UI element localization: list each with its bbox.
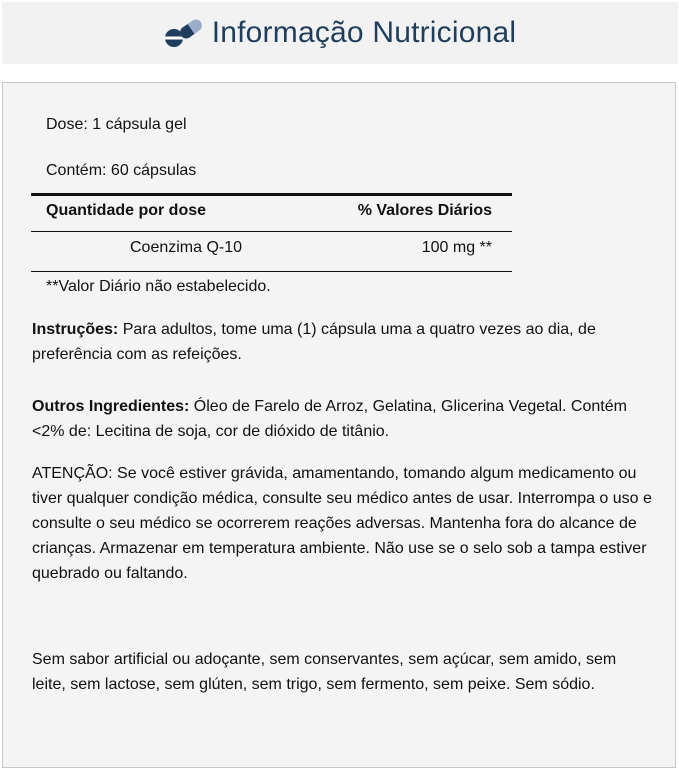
table-top-rule (31, 193, 512, 196)
daily-value-footnote: **Valor Diário não estabelecido. (46, 278, 271, 295)
table-row-ingredient-name: Coenzima Q-10 (130, 239, 243, 256)
instructions-text: Para adultos, tome uma (1) cápsula uma a quatro vezes ao dia, de preferência com as refeições. (32, 321, 596, 363)
table-bottom-rule (31, 271, 512, 272)
page-title: Informação Nutricional (211, 16, 517, 49)
table-row-ingredient-amount: 100 mg ** (421, 239, 492, 256)
other-ingredients-label: Outros Ingredientes: (32, 398, 190, 415)
table-header-daily-value: % Valores Diários (357, 202, 492, 219)
other-ingredients-paragraph (32, 394, 652, 444)
nutrition-panel (2, 82, 676, 768)
page-header (2, 2, 678, 64)
dose-text: Dose: 1 cápsula gel (46, 116, 187, 133)
other-ingredients-text: Óleo de Farelo de Arroz, Gelatina, Glicerina Vegetal. Contém <2% de: Lecitina de soja, cor de dióxido de titânio. (32, 398, 627, 440)
instructions-label: Instruções: (32, 321, 119, 338)
warning-paragraph: ATENÇÃO: Se você estiver grávida, amamentando, tomando algum medicamento ou tiver qualquer condição médica, consulte seu médico antes de usar. Interrompa o uso e consulte o seu médico se ocorrerem reações adversas. Mantenha fora do alcance de crianças. Armazenar em temperatura ambiente. Não use se o selo sob a tampa estiver quebrado ou faltando. (32, 465, 652, 582)
table-header-quantity: Quantidade por dose (46, 202, 207, 219)
free-from-paragraph: Sem sabor artificial ou adoçante, sem conservantes, sem açúcar, sem amido, sem leite, sem lactose, sem glúten, sem trigo, sem fermento, sem peixe. Sem sódio. (32, 651, 617, 693)
header-inner (164, 16, 517, 50)
table-header-rule (31, 231, 512, 232)
capsule-pill-icon (164, 16, 204, 50)
instructions-paragraph (32, 317, 652, 367)
contains-text: Contém: 60 cápsulas (46, 162, 197, 179)
